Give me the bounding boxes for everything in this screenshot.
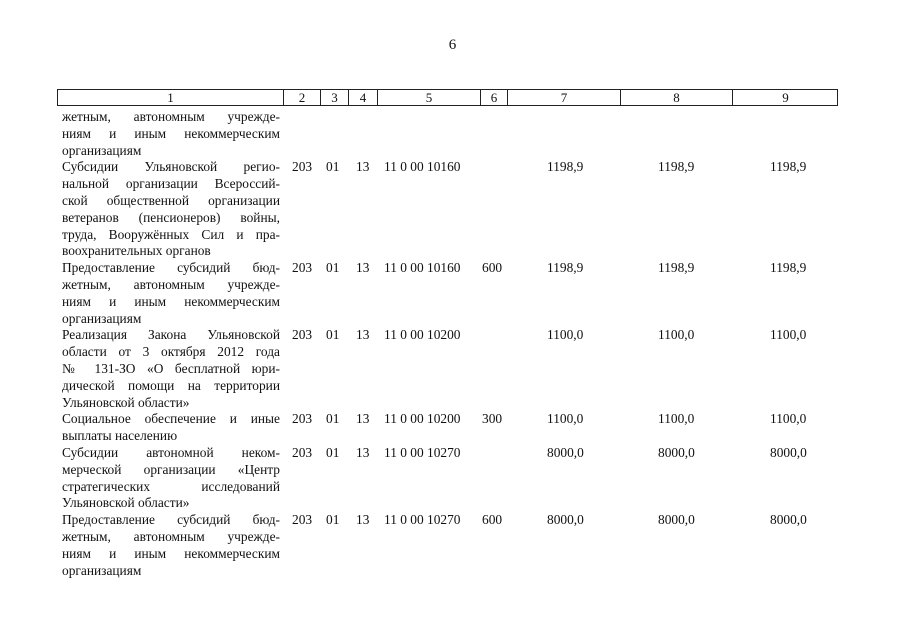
row-cell-8: 1100,0 xyxy=(658,411,695,427)
row-description-line: ветеранов (пенсионеров) войны, xyxy=(62,209,280,225)
row-description-line: области от 3 октября 2012 года xyxy=(62,344,280,360)
row-cell-4: 13 xyxy=(356,445,370,460)
row-description-line: Ульяновской области» xyxy=(62,495,190,511)
row-cell-6: 600 xyxy=(482,260,503,276)
row-cell-9: 1198,9 xyxy=(770,260,807,276)
row-cell-4: 13 xyxy=(356,159,370,175)
header-cell-1: 1 xyxy=(58,90,284,105)
row-cell-8: 1198,9 xyxy=(658,260,695,276)
row-description-line: Социальное обеспечение и иные xyxy=(62,411,280,427)
row-description-line: воохранительных органов xyxy=(62,243,211,259)
row-cell-8: 1100,0 xyxy=(658,327,695,343)
row-description-line: организациям xyxy=(62,310,142,326)
row-cell-3: 01 xyxy=(326,327,340,343)
row-cell-7: 1198,9 xyxy=(547,159,584,175)
row-cell-9: 1100,0 xyxy=(770,411,807,427)
row-description-line: жетным, автономным учрежде- xyxy=(62,109,280,124)
header-cell-3: 3 xyxy=(321,90,349,105)
row-cell-4: 13 xyxy=(356,327,370,343)
row-description-line: Предоставление субсидий бюд- xyxy=(62,260,280,276)
header-cell-2: 2 xyxy=(284,90,321,105)
row-cell-2: 203 xyxy=(292,411,313,427)
row-cell-8: 8000,0 xyxy=(658,445,695,460)
row-cell-6: 300 xyxy=(482,411,503,427)
row-cell-7: 8000,0 xyxy=(547,445,584,460)
row-description-line: Субсидии Ульяновской регио- xyxy=(62,159,280,175)
row-description-line: Субсидии автономной неком- xyxy=(62,445,280,460)
row-cell-7: 1100,0 xyxy=(547,411,584,427)
row-cell-5: 11 0 00 10200 xyxy=(384,411,461,427)
row-cell-7: 8000,0 xyxy=(547,512,584,528)
row-description-line: дической помощи на территории xyxy=(62,377,280,393)
row-cell-9: 8000,0 xyxy=(770,512,807,528)
row-description-line: Ульяновской области» xyxy=(62,394,190,410)
row-cell-5: 11 0 00 10270 xyxy=(384,512,461,528)
row-cell-8: 1198,9 xyxy=(658,159,695,175)
row-cell-9: 1100,0 xyxy=(770,327,807,343)
row-cell-4: 13 xyxy=(356,512,370,528)
row-description-line: жетным, автономным учрежде- xyxy=(62,277,280,292)
row-description-line: организациям xyxy=(62,142,142,158)
row-cell-5: 11 0 00 10270 xyxy=(384,445,461,460)
row-description-line: мерческой организации «Центр xyxy=(62,461,280,477)
row-description-line: стратегических исследований xyxy=(62,478,280,494)
row-cell-9: 8000,0 xyxy=(770,445,807,460)
row-description-line: нальной организации Всероссий- xyxy=(62,176,280,192)
row-cell-2: 203 xyxy=(292,260,313,276)
row-description-line: организациям xyxy=(62,562,142,578)
row-description-line: Предоставление субсидий бюд- xyxy=(62,512,280,528)
row-description-line: ниям и иным некоммерческим xyxy=(62,293,280,309)
row-cell-3: 01 xyxy=(326,445,340,460)
row-cell-9: 1198,9 xyxy=(770,159,807,175)
header-cell-6: 6 xyxy=(481,90,508,105)
row-cell-4: 13 xyxy=(356,260,370,276)
row-description-line: ской общественной организации xyxy=(62,193,280,208)
row-description-line: ниям и иным некоммерческим xyxy=(62,545,280,561)
row-cell-2: 203 xyxy=(292,327,313,343)
row-description-line: ниям и иным некоммерческим xyxy=(62,125,280,141)
row-description-line: № 131-ЗО «О бесплатной юри- xyxy=(62,361,280,376)
header-cell-5: 5 xyxy=(378,90,481,105)
row-cell-8: 8000,0 xyxy=(658,512,695,528)
row-description-line: Реализация Закона Ульяновской xyxy=(62,327,280,343)
row-cell-2: 203 xyxy=(292,445,313,460)
row-cell-2: 203 xyxy=(292,159,313,175)
page-number: 6 xyxy=(448,37,457,53)
row-cell-2: 203 xyxy=(292,512,313,528)
row-cell-3: 01 xyxy=(326,512,340,528)
row-description-line: труда, Вооружённых Сил и пра- xyxy=(62,226,280,242)
row-description-line: выплаты населению xyxy=(62,428,178,444)
row-cell-6: 600 xyxy=(482,512,503,528)
header-cell-4: 4 xyxy=(349,90,378,105)
header-cell-8: 8 xyxy=(621,90,733,105)
row-cell-3: 01 xyxy=(326,411,340,427)
row-cell-5: 11 0 00 10160 xyxy=(384,159,461,175)
row-cell-3: 01 xyxy=(326,260,340,276)
table-header xyxy=(57,89,838,106)
row-cell-4: 13 xyxy=(356,411,370,427)
row-cell-7: 1198,9 xyxy=(547,260,584,276)
row-cell-5: 11 0 00 10160 xyxy=(384,260,461,276)
row-cell-5: 11 0 00 10200 xyxy=(384,327,461,343)
row-description-line: жетным, автономным учрежде- xyxy=(62,529,280,544)
row-cell-3: 01 xyxy=(326,159,340,175)
header-cell-7: 7 xyxy=(508,90,621,105)
row-cell-7: 1100,0 xyxy=(547,327,584,343)
header-cell-9: 9 xyxy=(782,90,789,105)
